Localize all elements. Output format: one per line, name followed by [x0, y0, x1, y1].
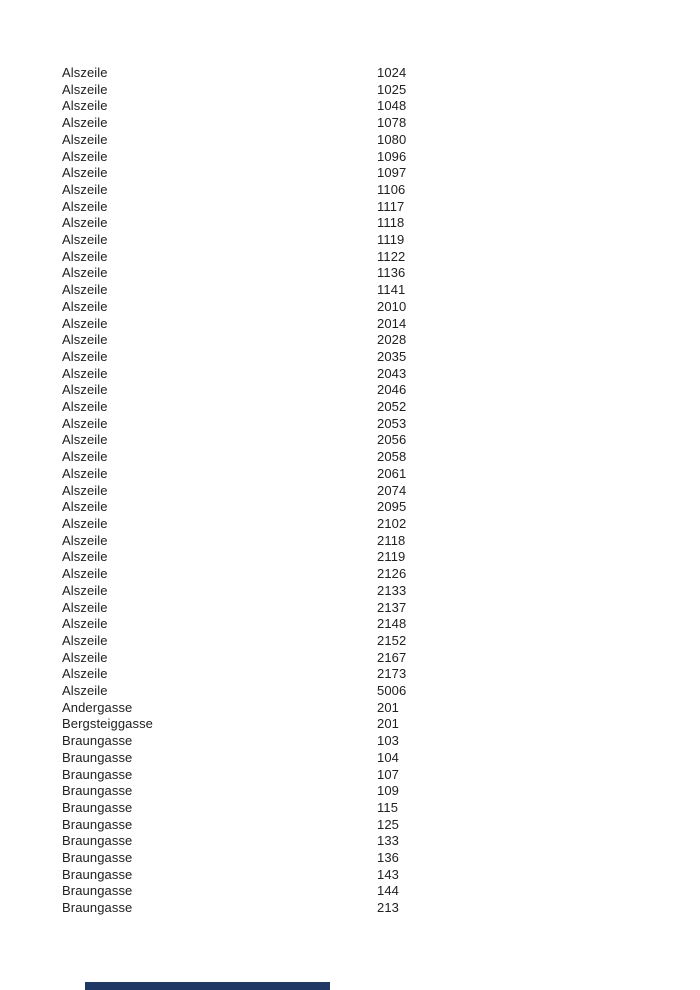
street-number: 2010 — [377, 298, 407, 314]
street-number: 2056 — [377, 432, 407, 448]
street-number: 1118 — [377, 215, 405, 231]
street-name: Alszeile — [62, 315, 108, 331]
street-number: 143 — [377, 866, 399, 882]
table-row — [62, 700, 642, 717]
street-name: Alszeile — [62, 432, 108, 448]
street-number: 1025 — [377, 81, 407, 97]
street-number: 1141 — [377, 282, 406, 298]
table-row — [62, 215, 642, 232]
street-number: 115 — [377, 799, 399, 815]
table-row — [62, 349, 642, 366]
street-number: 1106 — [377, 181, 406, 197]
street-number: 125 — [377, 816, 399, 832]
table-row — [62, 132, 642, 149]
street-name: Alszeile — [62, 382, 108, 398]
table-row — [62, 750, 642, 767]
table-row — [62, 165, 642, 182]
street-name: Alszeile — [62, 131, 108, 147]
street-name: Alszeile — [62, 482, 108, 498]
street-name: Alszeile — [62, 165, 108, 181]
table-row — [62, 900, 642, 917]
table-row — [62, 199, 642, 216]
street-name: Braungasse — [62, 816, 133, 832]
street-name: Alszeile — [62, 649, 108, 665]
street-number: 2095 — [377, 499, 407, 515]
table-row — [62, 817, 642, 834]
street-number: 1136 — [377, 265, 406, 281]
table-row — [62, 382, 642, 399]
street-name: Alszeile — [62, 515, 108, 531]
street-number: 2167 — [377, 649, 407, 665]
table-row — [62, 516, 642, 533]
table-row — [62, 449, 642, 466]
street-name: Alszeile — [62, 683, 108, 699]
street-name: Bergsteiggasse — [62, 716, 154, 732]
street-number: 2046 — [377, 382, 407, 398]
street-number: 109 — [377, 783, 399, 799]
street-list — [62, 65, 642, 917]
table-row — [62, 666, 642, 683]
street-number: 144 — [377, 883, 399, 899]
street-name: Alszeile — [62, 666, 108, 682]
street-number: 2035 — [377, 348, 407, 364]
street-name: Alszeile — [62, 148, 108, 164]
table-row — [62, 633, 642, 650]
street-number: 1097 — [377, 165, 407, 181]
street-number: 2058 — [377, 449, 407, 465]
table-row — [62, 249, 642, 266]
street-number: 2028 — [377, 332, 407, 348]
table-row — [62, 850, 642, 867]
table-row — [62, 466, 642, 483]
street-name: Alszeile — [62, 348, 108, 364]
street-name: Alszeile — [62, 98, 108, 114]
street-number: 1117 — [377, 198, 405, 214]
table-row — [62, 232, 642, 249]
table-row — [62, 600, 642, 617]
street-number: 1048 — [377, 98, 407, 114]
street-number: 2052 — [377, 399, 407, 415]
street-name: Alszeile — [62, 532, 108, 548]
street-name: Alszeile — [62, 298, 108, 314]
street-number: 133 — [377, 833, 399, 849]
street-name: Alszeile — [62, 81, 108, 97]
street-name: Braungasse — [62, 733, 133, 749]
table-row — [62, 499, 642, 516]
table-row — [62, 650, 642, 667]
street-number: 2043 — [377, 365, 407, 381]
table-row — [62, 566, 642, 583]
street-number: 103 — [377, 733, 399, 749]
table-row — [62, 265, 642, 282]
street-name: Braungasse — [62, 783, 133, 799]
street-name: Alszeile — [62, 566, 108, 582]
street-number: 5006 — [377, 683, 407, 699]
street-name: Braungasse — [62, 883, 133, 899]
street-number: 213 — [377, 900, 399, 916]
street-number: 2173 — [377, 666, 407, 682]
street-name: Alszeile — [62, 198, 108, 214]
street-name: Alszeile — [62, 115, 108, 131]
table-row — [62, 533, 642, 550]
street-name: Alszeile — [62, 282, 108, 298]
street-name: Alszeile — [62, 399, 108, 415]
table-row — [62, 65, 642, 82]
street-number: 2126 — [377, 566, 407, 582]
street-name: Alszeile — [62, 465, 108, 481]
table-row — [62, 800, 642, 817]
table-row — [62, 883, 642, 900]
table-row — [62, 733, 642, 750]
street-name: Alszeile — [62, 215, 108, 231]
table-row — [62, 783, 642, 800]
street-name: Alszeile — [62, 181, 108, 197]
table-row — [62, 316, 642, 333]
street-name: Braungasse — [62, 900, 133, 916]
table-row — [62, 416, 642, 433]
table-row — [62, 716, 642, 733]
street-number: 107 — [377, 766, 399, 782]
street-name: Braungasse — [62, 766, 133, 782]
street-number: 1080 — [377, 131, 407, 147]
table-row — [62, 82, 642, 99]
street-name: Alszeile — [62, 415, 108, 431]
street-number: 1078 — [377, 115, 407, 131]
table-row — [62, 366, 642, 383]
street-number: 2152 — [377, 632, 407, 648]
street-name: Alszeile — [62, 616, 108, 632]
table-row — [62, 867, 642, 884]
bottom-accent-bar — [85, 982, 330, 990]
street-number: 2148 — [377, 616, 407, 632]
table-row — [62, 616, 642, 633]
street-name: Braungasse — [62, 799, 133, 815]
street-number: 2061 — [377, 465, 407, 481]
street-name: Braungasse — [62, 850, 133, 866]
table-row — [62, 399, 642, 416]
table-row — [62, 683, 642, 700]
street-number: 1096 — [377, 148, 407, 164]
street-number: 136 — [377, 850, 399, 866]
street-number: 104 — [377, 749, 399, 765]
street-number: 2074 — [377, 482, 407, 498]
table-row — [62, 583, 642, 600]
table-row — [62, 767, 642, 784]
street-name: Alszeile — [62, 365, 108, 381]
street-number: 2119 — [377, 549, 406, 565]
table-row — [62, 149, 642, 166]
table-row — [62, 282, 642, 299]
street-number: 1122 — [377, 248, 406, 264]
street-number: 201 — [377, 716, 399, 732]
street-number: 1024 — [377, 65, 407, 80]
street-number: 2053 — [377, 415, 407, 431]
street-name: Andergasse — [62, 699, 133, 715]
street-number: 2133 — [377, 582, 407, 598]
street-name: Alszeile — [62, 549, 108, 565]
table-row — [62, 483, 642, 500]
street-name: Alszeile — [62, 599, 108, 615]
table-row — [62, 98, 642, 115]
street-number: 2014 — [377, 315, 407, 331]
table-row — [62, 115, 642, 132]
street-name: Alszeile — [62, 632, 108, 648]
street-number: 1119 — [377, 232, 405, 248]
street-name: Alszeile — [62, 265, 108, 281]
table-row — [62, 299, 642, 316]
table-row — [62, 549, 642, 566]
street-number: 2137 — [377, 599, 407, 615]
street-name: Braungasse — [62, 866, 133, 882]
street-name: Braungasse — [62, 833, 133, 849]
street-number: 201 — [377, 699, 399, 715]
street-name: Alszeile — [62, 65, 108, 80]
table-row — [62, 182, 642, 199]
street-name: Alszeile — [62, 449, 108, 465]
street-name: Alszeile — [62, 332, 108, 348]
table-row — [62, 332, 642, 349]
street-number: 2102 — [377, 515, 407, 531]
street-name: Alszeile — [62, 582, 108, 598]
street-name: Alszeile — [62, 499, 108, 515]
street-number: 2118 — [377, 532, 406, 548]
street-name: Alszeile — [62, 248, 108, 264]
table-row — [62, 432, 642, 449]
table-row — [62, 833, 642, 850]
street-name: Alszeile — [62, 232, 108, 248]
street-name: Braungasse — [62, 749, 133, 765]
